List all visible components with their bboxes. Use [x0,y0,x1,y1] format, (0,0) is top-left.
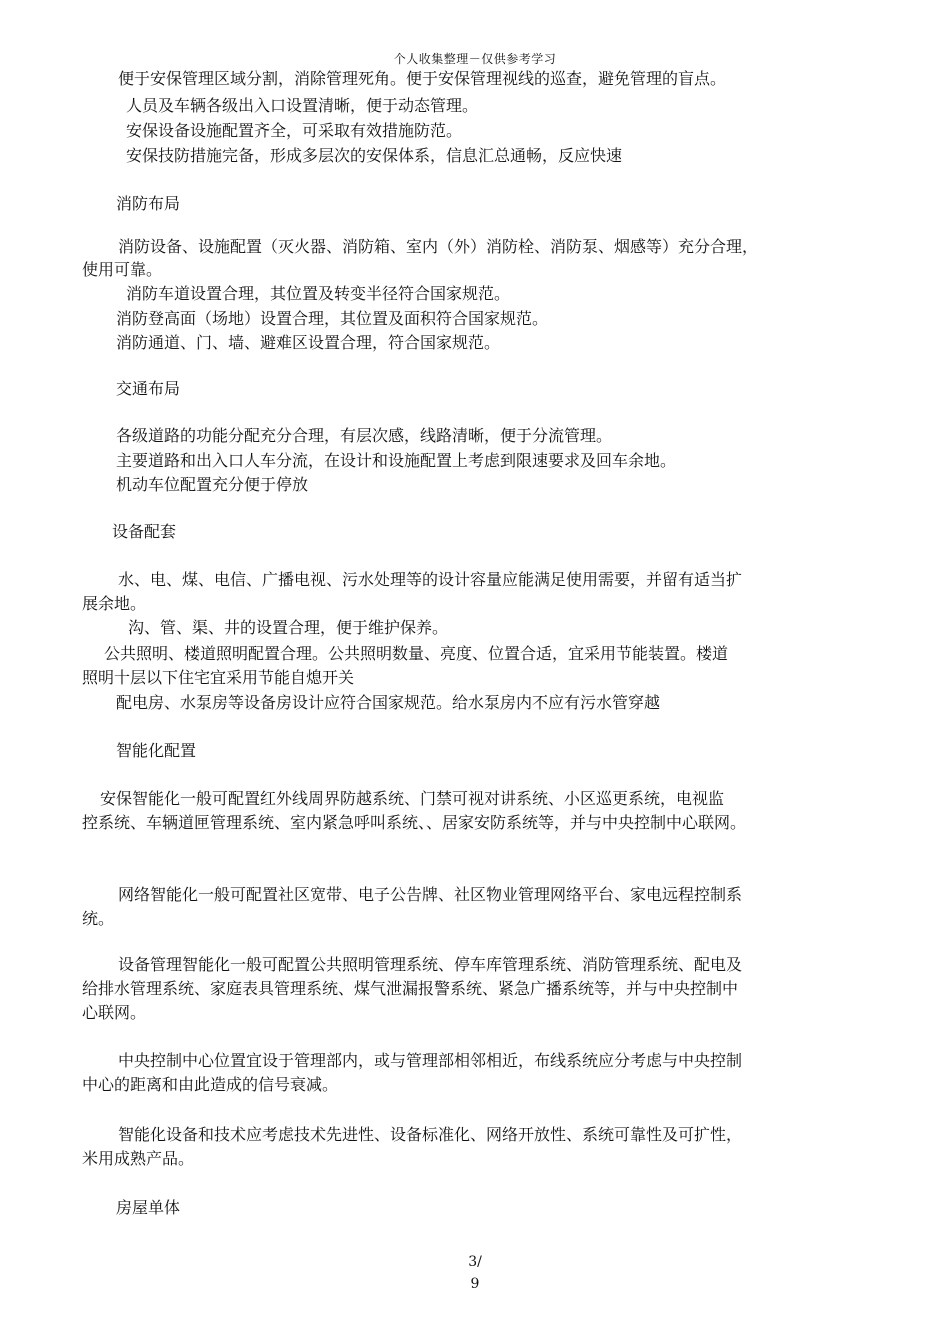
fire-line-2: 使用可靠。 [82,260,163,279]
equipment-line-5: 照明十层以下住宅宜采用节能自熄开关 [82,668,355,687]
page-header: 个人收集整理－仅供参考学习 [393,52,557,66]
fire-line-5: 消防通道、门、墙、避难区设置合理，符合国家规范。 [116,333,501,352]
section-title-smart: 智能化配置 [116,741,197,760]
fire-line-4: 消防登高面（场地）设置合理，其位置及面积符合国家规范。 [116,309,549,328]
equipment-line-1: 水、电、煤、电信、广播电视、污水处理等的设计容量应能满足使用需要，并留有适当扩 [118,570,743,589]
smart-line-2: 控系统、车辆道匣管理系统、室内紧急呼叫系统、、居家安防系统等，并与中央控制中心联网。 [82,813,747,832]
equipment-line-6: 配电房、水泵房等设备房设计应符合国家规范。给水泵房内不应有污水管穿越 [116,693,661,712]
equipment-line-4: 公共照明、楼道照明配置合理。公共照明数量、亮度、位置合适，宜采用节能装置。楼道 [104,644,729,663]
security-line-1: 便于安保管理区域分割，消除管理死角。便于安保管理视线的巡查，避免管理的盲点。 [118,69,727,88]
smart-line-4: 统。 [82,909,115,928]
fire-line-3: 消防车道设置合理，其位置及转变半径符合国家规范。 [126,284,511,303]
equipment-line-3: 沟、管、渠、井的设置合理，便于维护保养。 [128,618,449,637]
section-title-traffic: 交通布局 [116,379,181,398]
fire-line-1: 消防设备、设施配置（灭火器、消防箱、室内（外）消防栓、消防泵、烟感等）充分合理， [118,237,759,256]
smart-line-8: 中央控制中心位置宜设于管理部内，或与管理部相邻相近，布线系统应分考虑与中央控制 [118,1051,743,1070]
page-total: 9 [470,1276,480,1292]
smart-line-3: 网络智能化一般可配置社区宽带、电子公告牌、社区物业管理网络平台、家电远程控制系 [118,885,743,904]
page-number: 3/ [468,1254,482,1270]
traffic-line-2: 主要道路和出入口人车分流，在设计和设施配置上考虑到限速要求及回车余地。 [116,451,677,470]
section-title-equipment: 设备配套 [112,522,177,541]
smart-line-5: 设备管理智能化一般可配置公共照明管理系统、停车库管理系统、消防管理系统、配电及 [118,955,743,974]
section-title-fire: 消防布局 [116,194,181,213]
smart-line-10: 智能化设备和技术应考虑技术先进性、设备标准化、网络开放性、系统可靠性及可扩性， [118,1125,743,1144]
security-line-2: 人员及车辆各级出入口设置清晰，便于动态管理。 [126,96,479,115]
equipment-line-2: 展余地。 [82,594,147,613]
smart-line-7: 心联网。 [82,1003,147,1022]
security-line-3: 安保设备设施配置齐全，可采取有效措施防范。 [126,121,463,140]
smart-line-9: 中心的距离和由此造成的信号衰减。 [82,1075,339,1094]
smart-line-11: 米用成熟产品。 [82,1149,195,1168]
smart-line-6: 给排水管理系统、家庭表具管理系统、煤气泄漏报警系统、紧急广播系统等，并与中央控制中 [82,979,739,998]
traffic-line-3: 机动车位配置充分便于停放 [116,475,309,494]
smart-line-1: 安保智能化一般可配置红外线周界防越系统、门禁可视对讲系统、小区巡更系统，电视监 [100,789,725,808]
traffic-line-1: 各级道路的功能分配充分合理，有层次感，线路清晰，便于分流管理。 [116,426,613,445]
security-line-4: 安保技防措施完备，形成多层次的安保体系，信息汇总通畅，反应快速 [126,146,623,165]
section-title-house: 房屋单体 [116,1198,181,1217]
